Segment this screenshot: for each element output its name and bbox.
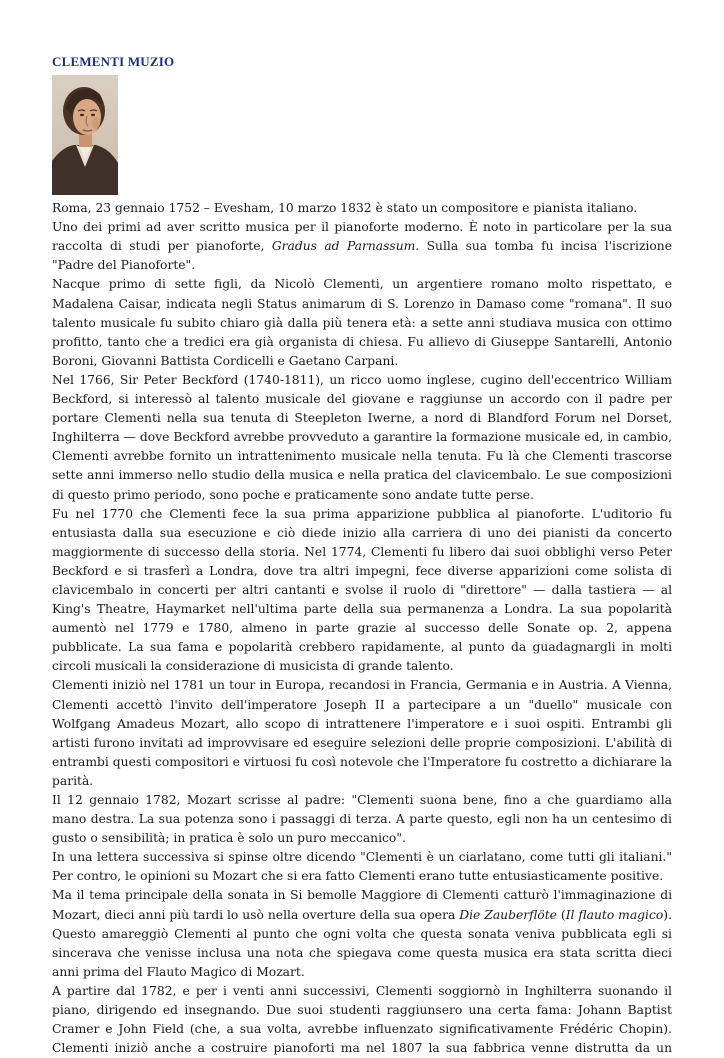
pianoforte-paragraph — [52, 218, 672, 275]
second-letter-text: In una lettera successiva si spinse oltre dicendo "Clementi è un ciarlatano, come tutti gli italiani." Per contro, le opinioni su Mozart che si era fatto Clementi erano tutte entusiasticamente positive. — [52, 850, 672, 884]
sonata-text-a: Ma il tema principale della sonata in Si bemolle Maggiore di Clementi catturò l'immaginazione di Mozart, dieci anni più tardi lo usò nella overture della sua opera — [52, 888, 672, 922]
flauto-magico-title: Il flauto magico — [565, 907, 664, 922]
tour-text: Clementi iniziò nel 1781 un tour in Europa, recandosi in Francia, Germania e in Austria. A Vienna, Clementi accettò l'invito dell'imperatore Joseph II a partecipare a un "duello" musicale con Wolfgang Amadeus Mozart, allo scopo di intrattenere l'imperatore e i suoi ospiti. Entrambi gli artisti furono invitati ad improvvisare ed eseguire selezioni delle proprie composizioni. L'abilità di entrambi questi compositori e virtuosi fu così notevole che l'Imperatore fu costretto a dichiarare la parità. — [52, 678, 672, 788]
tour-paragraph — [52, 676, 672, 791]
gradus-title: Gradus ad Parnassum — [271, 239, 416, 254]
england-text: A partire dal 1782, e per i venti anni successivi, Clementi soggiornò in Inghilterra suonando il piano, dirigendo ed insegnando. Due suoi studenti raggiunsero una certa fama: Johann Baptist Cramer e John Field (che, a sua volta, avrebbe influenzato significativamente Frédéric Chopin). Clementi iniziò anche a costruire pianoforti ma nel 1807 la sua fabbrica venne distrutta da un — [52, 983, 672, 1056]
england-paragraph — [52, 982, 672, 1058]
mozart-letter-text: Il 12 gennaio 1782, Mozart scrisse al padre: "Clementi suona bene, fino a che guardiamo alla mano destra. La sua potenza sono i passaggi di terza. A parte questo, egli non ha un centesimo di gusto o sensibilità; in pratica è solo un puro meccanico". — [52, 793, 672, 846]
sonata-paragraph — [52, 886, 672, 981]
pianoforte-text-a: Uno dei primi ad aver scritto musica per il pianoforte moderno. È noto in particolare per la sua raccolta di studi per pianoforte, — [52, 220, 672, 254]
sonata-text-b: ( — [556, 907, 566, 922]
document-page — [52, 52, 672, 1058]
debut-text: Fu nel 1770 che Clementi fece la sua prima apparizione pubblica al pianoforte. L'uditorio fu entusiasta dalla sua esecuzione e ciò diede inizio alla carriera di uno dei pianisti da concerto maggiormente di successo della storia. Nel 1774, Clementi fu libero dai suoi obblighi verso Peter Beckford e si trasferì a Londra, dove tra altri impegni, fece diverse apparizioni come solista di clavicembalo in concerti per altri cantanti e svolse il ruolo di "direttore" — dalla tastiera — al King's Theatre, Haymarket nell'ultima parte della sua permanenza a Londra. La sua popolarità aumentò nel 1779 e 1780, almeno in parte grazie al successo delle Sonate op. 2, appena pubblicate. La sua fama e popolarità crebbero rapidamente, al punto da guadagnargli in molti circoli musicali la considerazione di musicista di grande talento. — [52, 506, 672, 674]
intro-text: Roma, 23 gennaio 1752 – Evesham, 10 marzo 1832 è stato un compositore e pianista italiano. — [52, 201, 638, 216]
portrait-photo-icon — [52, 75, 118, 195]
beckford-text: Nel 1766, Sir Peter Beckford (1740-1811), un ricco uomo inglese, cugino dell'eccentrico William Beckford, si interessò al talento musicale del giovane e raggiunse un accordo con il padre per portare Clementi nella sua tenuta di Steepleton Iwerne, a nord di Blandford Forum nel Dorset, Inghilterra — dove Beckford avrebbe provveduto a garantire la formazione musicale ed, in cambio, Clementi avrebbe fornito un intrattenimento musicale nella tenuta. Fu là che Clementi trascorse sette anni immerso nello studio della musica e nella pratica del clavicembalo. Le sue composizioni di questo primo periodo, sono poche e praticamente sono andate tutte perse. — [52, 372, 672, 502]
early-life-text: Nacque primo di sette figli, da Nicolò Clementi, un argentiere romano molto rispettato, e Madalena Caisar, indicata negli Status animarum di S. Lorenzo in Damaso come "romana". Il suo talento musicale fu subito chiaro già dalla più tenera età: a sette anni studiava musica con ottimo profitto, tanto che a tredici era già organista di chiesa. Fu allievo di Giuseppe Santarelli, Antonio Boroni, Giovanni Battista Cordicelli e Gaetano Carpani. — [52, 277, 672, 368]
second-letter-paragraph — [52, 848, 672, 886]
zauberflote-title: Die Zauberflöte — [459, 907, 557, 922]
mozart-letter-paragraph — [52, 791, 672, 848]
beckford-paragraph — [52, 371, 672, 505]
intro-paragraph — [52, 199, 672, 218]
document-title: CLEMENTI MUZIO — [52, 54, 175, 69]
debut-paragraph — [52, 505, 672, 677]
pianoforte-text-b: . Sulla sua tomba fu incisa l'iscrizione "Padre del Pianoforte". — [52, 239, 672, 273]
sonata-text-c: ). Questo amareggiò Clementi al punto che ogni volta che questa sonata veniva pubblicata egli si sincerava che venisse inclusa una nota che spiegava come questa musica era stata scritta dieci anni prima del Flauto Magico di Mozart. — [52, 907, 672, 979]
early-life-paragraph — [52, 275, 672, 370]
